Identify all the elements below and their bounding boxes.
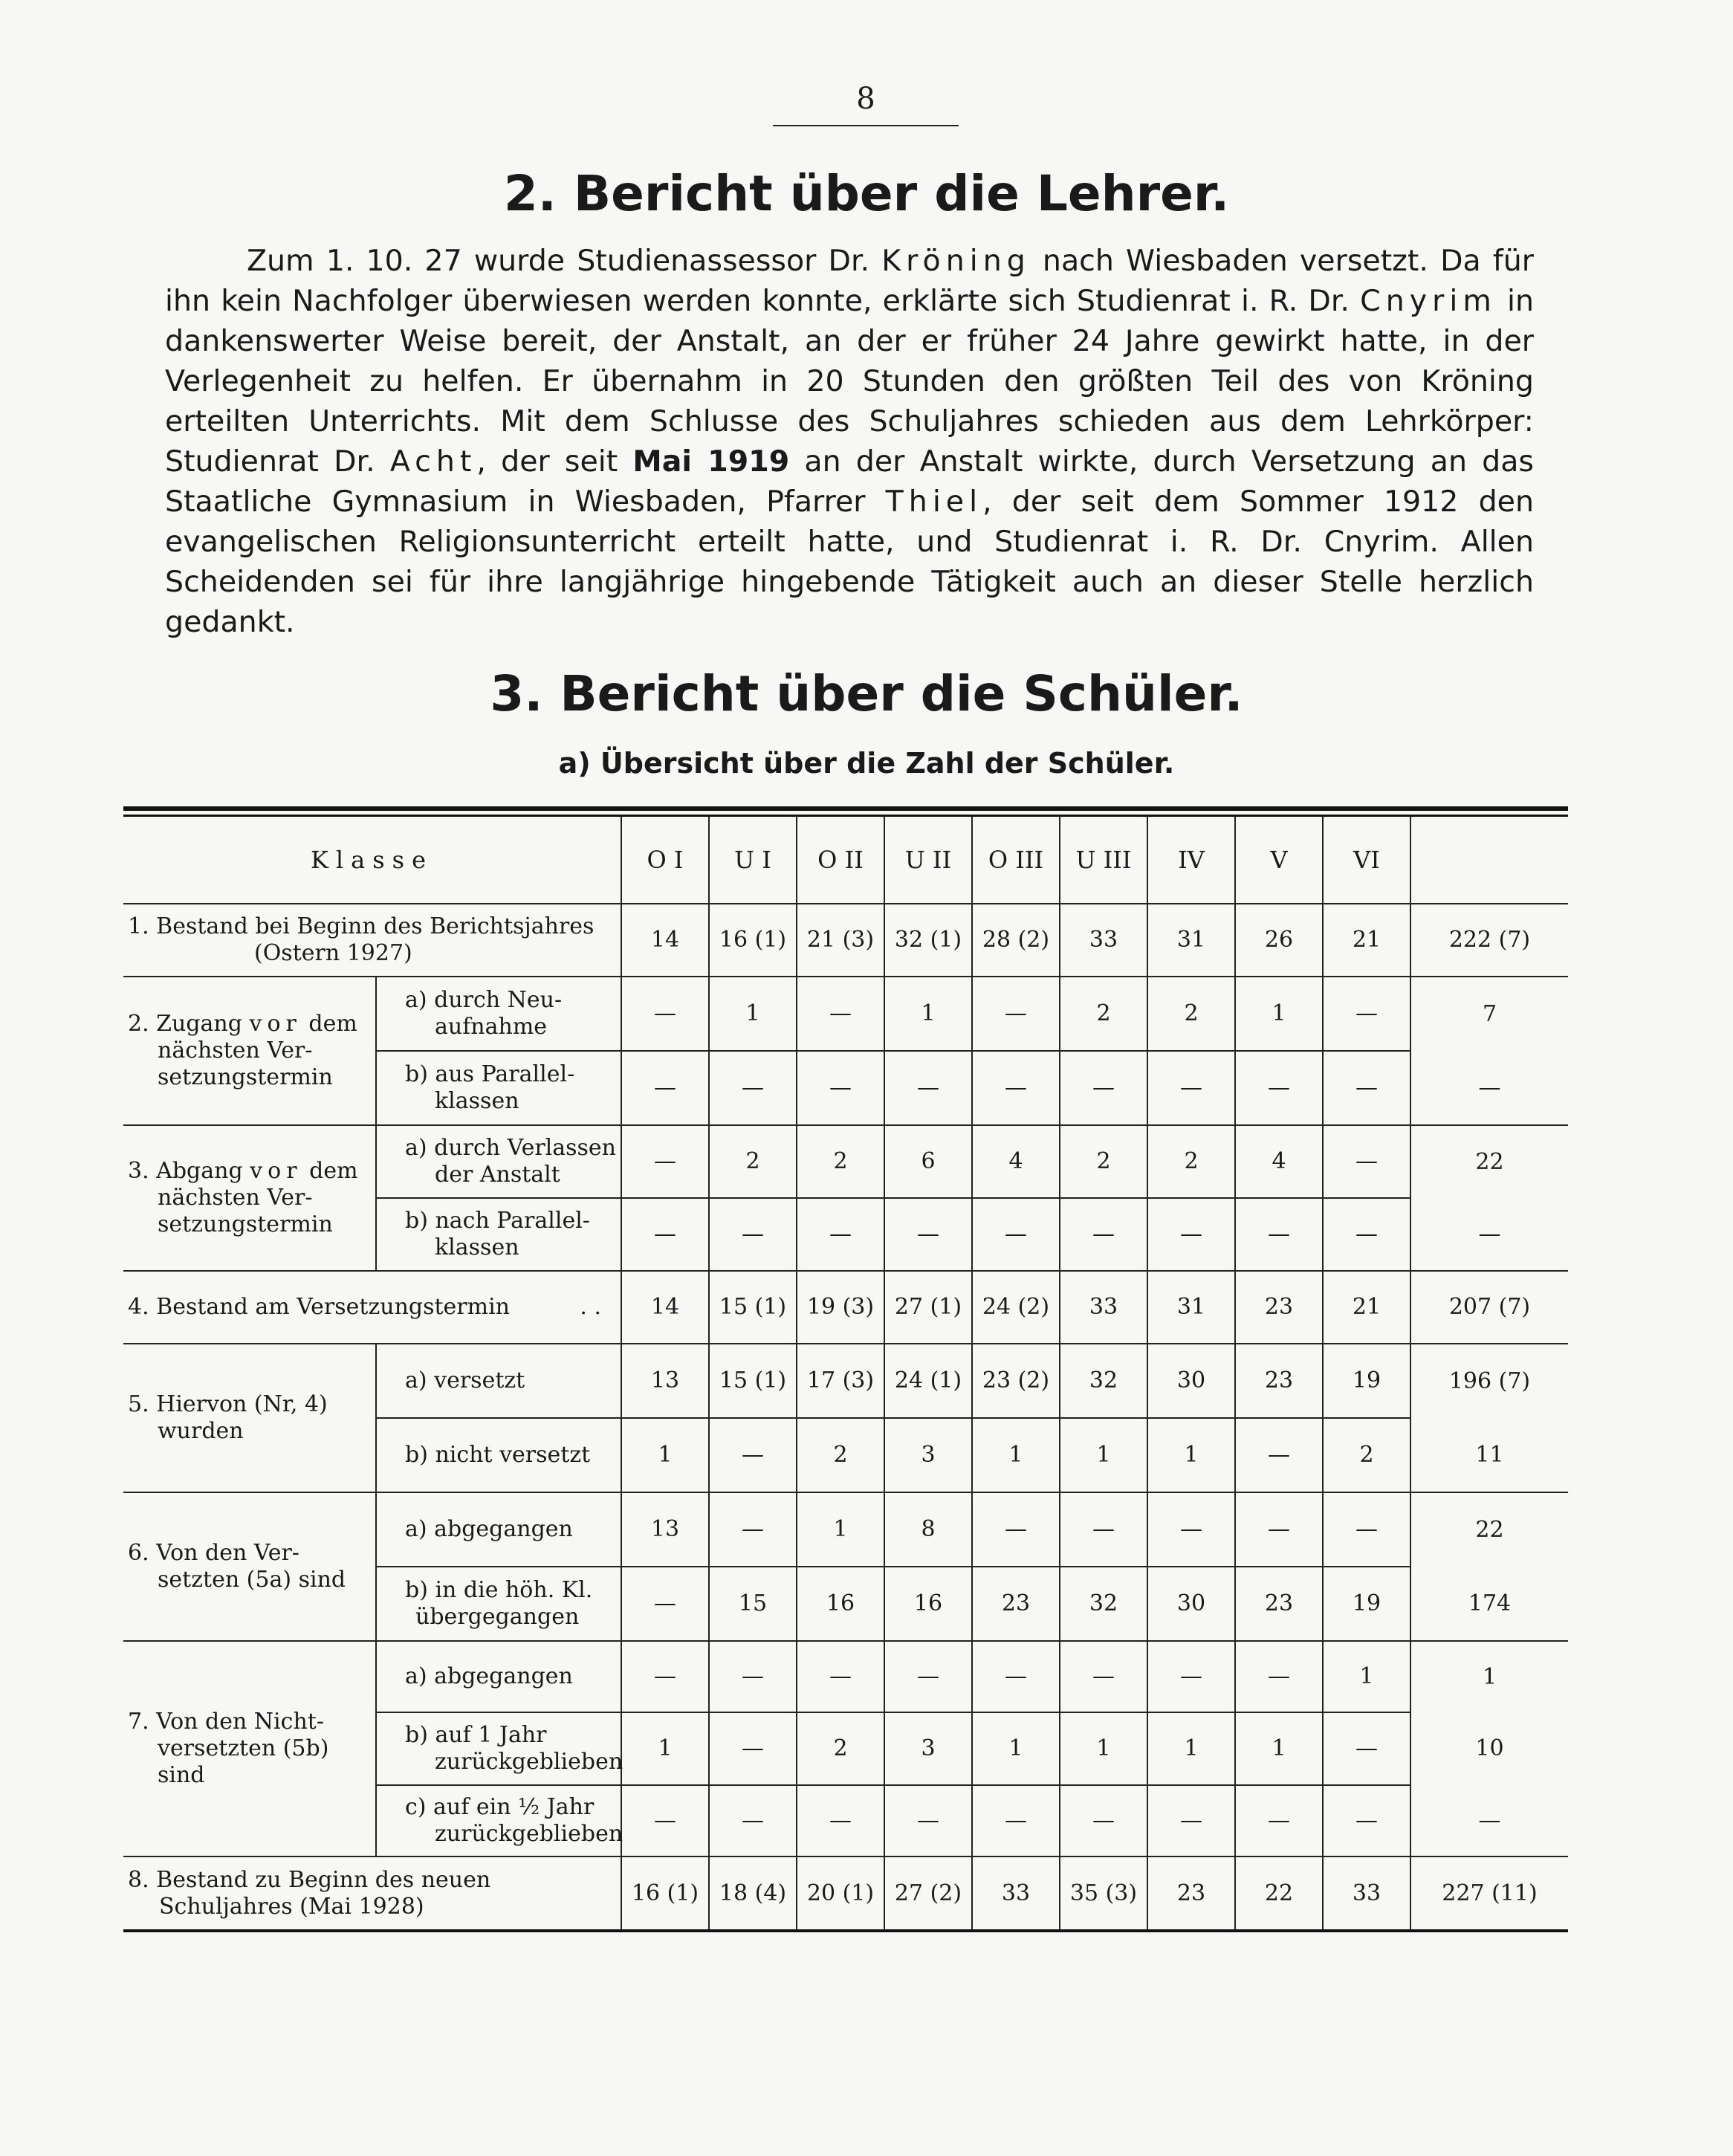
cell: 1 <box>972 1712 1060 1785</box>
cell: — <box>1060 1051 1147 1125</box>
cell: — <box>621 977 709 1051</box>
cell: — <box>709 1712 797 1785</box>
cell: 1 <box>972 1418 1060 1492</box>
cell-total: — <box>1410 1785 1568 1856</box>
cell: 15 <box>709 1567 797 1641</box>
sub-label <box>376 1785 621 1856</box>
row-label-line: setzten (5a) sind <box>158 1567 346 1593</box>
row-label-line: 1. Bestand bei Beginn des Berichtsjahres <box>128 913 595 939</box>
cell-total: 174 <box>1410 1567 1568 1641</box>
cell: 21 <box>1323 904 1410 977</box>
cell: 23 <box>972 1567 1060 1641</box>
row-label-line <box>128 1011 371 1037</box>
cell: — <box>1323 1785 1410 1856</box>
table-top-rule <box>123 806 1568 817</box>
row-label-line: nächsten Ver- <box>158 1185 313 1211</box>
cell: 31 <box>1147 904 1235 977</box>
row-label-line: 5. Hiervon (Nr, 4) <box>128 1391 328 1417</box>
cell: 28 (2) <box>972 904 1060 977</box>
sub-label-line: a) durch Neu- <box>405 987 563 1013</box>
cell: 23 <box>1235 1567 1323 1641</box>
page-number-rule <box>773 125 959 126</box>
cell: 2 <box>1147 977 1235 1051</box>
cell: — <box>1060 1198 1147 1271</box>
cell: 2 <box>709 1125 797 1198</box>
sub-label-line: c) auf ein ½ Jahr <box>405 1794 595 1820</box>
sub-label-line: b) in die höh. Kl. <box>405 1577 593 1603</box>
cell: 32 (1) <box>884 904 972 977</box>
table-row <box>123 1492 1568 1567</box>
cell: 1 <box>1060 1712 1147 1785</box>
cell: 23 <box>1147 1856 1235 1929</box>
sub-label: a) abgegangen <box>376 1641 621 1712</box>
cell: — <box>1323 1125 1410 1198</box>
cell: 23 <box>1235 1271 1323 1344</box>
cell: 2 <box>797 1418 884 1492</box>
cell: — <box>1235 1492 1323 1567</box>
cell: — <box>1147 1785 1235 1856</box>
section-title-lehrer: 2. Bericht über die Lehrer. <box>503 165 1230 222</box>
sub-label <box>376 1198 621 1271</box>
cell: — <box>797 1785 884 1856</box>
cell: 16 <box>797 1567 884 1641</box>
cell: — <box>1060 1492 1147 1567</box>
cell: — <box>972 1492 1060 1567</box>
row-label-line: wurden <box>158 1418 244 1444</box>
col-header: U I <box>709 817 797 904</box>
cell: — <box>709 1198 797 1271</box>
student-count-table <box>123 806 1568 1932</box>
cell-total: 196 (7) <box>1410 1344 1568 1418</box>
sub-label-line: zurückgeblieben <box>435 1749 623 1775</box>
row-label <box>123 1641 376 1856</box>
sub-label <box>376 1125 621 1198</box>
cell: 19 <box>1323 1344 1410 1418</box>
cell: — <box>1147 1641 1235 1712</box>
cell: — <box>1147 1198 1235 1271</box>
name-acht: Acht <box>389 444 477 479</box>
cell: 33 <box>972 1856 1060 1929</box>
table-row <box>123 1125 1568 1198</box>
cell: — <box>884 1785 972 1856</box>
cell: 30 <box>1147 1567 1235 1641</box>
sub-label-line: der Anstalt <box>435 1162 560 1188</box>
sub-label: b) nicht versetzt <box>376 1418 621 1492</box>
cell-total: 10 <box>1410 1712 1568 1785</box>
table-row <box>123 904 1568 977</box>
cell: — <box>1235 1198 1323 1271</box>
cell: — <box>1323 1198 1410 1271</box>
cell: 32 <box>1060 1344 1147 1418</box>
row-label <box>123 904 621 977</box>
cell: 31 <box>1147 1271 1235 1344</box>
name-kroening: Kröning <box>881 244 1031 278</box>
cell: 2 <box>1147 1125 1235 1198</box>
cell: 1 <box>709 977 797 1051</box>
col-header: O II <box>797 817 884 904</box>
col-header: O III <box>972 817 1060 904</box>
cell: 2 <box>1323 1418 1410 1492</box>
cell-total: 222 (7) <box>1410 904 1568 977</box>
cell: — <box>797 977 884 1051</box>
col-header: V <box>1235 817 1323 904</box>
cell: 4 <box>972 1125 1060 1198</box>
row-label-line: sind <box>158 1762 205 1788</box>
cell-total: 7 <box>1410 977 1568 1051</box>
cell: 1 <box>1060 1418 1147 1492</box>
row-label <box>123 1344 376 1492</box>
cell: 2 <box>1060 1125 1147 1198</box>
cell: — <box>709 1492 797 1567</box>
cell-total: 227 (11) <box>1410 1856 1568 1929</box>
text-part: vor <box>249 1011 302 1037</box>
cell: 13 <box>621 1344 709 1418</box>
row-label-line: setzungstermin <box>158 1064 333 1090</box>
row-label <box>123 1271 621 1344</box>
col-header: IV <box>1147 817 1235 904</box>
cell: — <box>621 1567 709 1641</box>
col-header: VI <box>1323 817 1410 904</box>
cell: 2 <box>797 1712 884 1785</box>
section-title-schueler: 3. Bericht über die Schüler. <box>490 665 1243 722</box>
cell: 21 (3) <box>797 904 884 977</box>
cell: 3 <box>884 1418 972 1492</box>
sub-label-line: klassen <box>435 1088 519 1114</box>
col-header: U III <box>1060 817 1147 904</box>
row-label <box>123 1492 376 1641</box>
table-row <box>123 1641 1568 1712</box>
row-label-line: 8. Bestand zu Beginn des neuen <box>128 1866 491 1893</box>
cell: — <box>621 1641 709 1712</box>
table-row <box>123 1856 1568 1929</box>
teachers-paragraph <box>165 241 1534 642</box>
cell: 8 <box>884 1492 972 1567</box>
cell: — <box>972 1641 1060 1712</box>
cell: 22 <box>1235 1856 1323 1929</box>
text-part: nach Wiesbaden versetzt. Da für ihn kein Nachfolger überwiesen werden konnte, erklärte sich Studienrat i. R. Dr. <box>165 244 1534 318</box>
date-1919: Mai 1919 <box>632 444 790 479</box>
cell: — <box>1323 977 1410 1051</box>
text-part: dem <box>308 1011 357 1037</box>
cell: — <box>709 1785 797 1856</box>
cell-total: 22 <box>1410 1125 1568 1198</box>
name-cnyrim: Cnyrim <box>1360 284 1497 318</box>
cell: 16 (1) <box>709 904 797 977</box>
cell: 13 <box>621 1492 709 1567</box>
cell: — <box>709 1641 797 1712</box>
row-label <box>123 977 376 1125</box>
cell: 35 (3) <box>1060 1856 1147 1929</box>
cell: — <box>1147 1051 1235 1125</box>
cell-total: — <box>1410 1051 1568 1125</box>
sub-label-line: zurückgeblieben <box>435 1821 623 1847</box>
cell: — <box>1235 1785 1323 1856</box>
leader-dots: . . <box>580 1294 601 1320</box>
cell-total: 1 <box>1410 1641 1568 1712</box>
text-part: vor <box>250 1158 302 1184</box>
klasse-header: Klasse <box>311 846 433 874</box>
row-label-line: 7. Von den Nicht- <box>128 1709 324 1735</box>
teachers-report <box>165 241 1534 642</box>
text-part: an der Anstalt wirkte, durch Versetzung an das Staatliche Gymnasium in Wiesbaden, Pfarrer <box>165 444 1535 519</box>
name-thiel: Thiel <box>885 485 983 519</box>
text-part: 3. Abgang <box>128 1158 243 1184</box>
cell: 19 (3) <box>797 1271 884 1344</box>
cell: 18 (4) <box>709 1856 797 1929</box>
cell: — <box>1147 1492 1235 1567</box>
cell: — <box>972 977 1060 1051</box>
sub-label-line: aufnahme <box>435 1014 548 1040</box>
sub-label-line: b) aus Parallel- <box>405 1061 575 1087</box>
col-header: U II <box>884 817 972 904</box>
cell-total: 22 <box>1410 1492 1568 1567</box>
cell: 6 <box>884 1125 972 1198</box>
cell: 2 <box>1060 977 1147 1051</box>
cell: 1 <box>1235 977 1323 1051</box>
table-bottom-rule <box>123 1929 1568 1932</box>
row-label <box>123 1125 376 1271</box>
cell: 1 <box>1147 1712 1235 1785</box>
cell: — <box>621 1785 709 1856</box>
cell: 32 <box>1060 1567 1147 1641</box>
sub-label-line: a) durch Verlassen <box>405 1135 617 1161</box>
cell: 24 (1) <box>884 1344 972 1418</box>
cell: 27 (2) <box>884 1856 972 1929</box>
col-header-total <box>1410 817 1568 904</box>
cell: 16 <box>884 1567 972 1641</box>
cell: 27 (1) <box>884 1271 972 1344</box>
row-label-line: nächsten Ver- <box>158 1037 313 1064</box>
cell: 21 <box>1323 1271 1410 1344</box>
col-header: O I <box>621 817 709 904</box>
text-part: 2. Zugang <box>128 1011 242 1037</box>
table-row <box>123 1271 1568 1344</box>
cell: — <box>972 1051 1060 1125</box>
cell: — <box>884 1641 972 1712</box>
sub-label-line: klassen <box>435 1234 519 1260</box>
cell: 33 <box>1060 904 1147 977</box>
cell: — <box>1323 1712 1410 1785</box>
sub-label <box>376 1051 621 1125</box>
cell: — <box>621 1125 709 1198</box>
sub-label <box>376 977 621 1051</box>
cell: — <box>972 1198 1060 1271</box>
cell: 19 <box>1323 1567 1410 1641</box>
cell: — <box>797 1198 884 1271</box>
cell: 33 <box>1323 1856 1410 1929</box>
text-part: , der seit dem Sommer 1912 den evangelischen Religionsunterricht erteilt hatte, und Studienrat i. R. Dr. Cnyrim. Allen Scheidenden sei für ihre langjährige hingebende Tätigkeit auch an dieser Stelle herzlich gedankt. <box>165 485 1534 639</box>
cell: — <box>709 1418 797 1492</box>
table-subtitle: a) Übersicht über die Zahl der Schüler. <box>558 747 1175 780</box>
cell: 23 <box>1235 1344 1323 1418</box>
cell: — <box>1235 1641 1323 1712</box>
sub-label-line: b) auf 1 Jahr <box>405 1722 547 1748</box>
cell-total: 207 (7) <box>1410 1271 1568 1344</box>
text-part: , der seit <box>476 444 633 479</box>
cell: 1 <box>1235 1712 1323 1785</box>
cell: 33 <box>1060 1271 1147 1344</box>
page-number: 8 <box>856 82 875 116</box>
cell: 16 (1) <box>621 1856 709 1929</box>
cell: 1 <box>621 1418 709 1492</box>
text-part: Zum 1. 10. 27 wurde Studienassessor Dr. <box>247 244 882 278</box>
text-part: 4. Bestand am Versetzungstermin <box>128 1294 510 1320</box>
cell: — <box>1235 1051 1323 1125</box>
cell: 26 <box>1235 904 1323 977</box>
row-label-line <box>128 1158 371 1185</box>
student-table <box>123 817 1568 1929</box>
sub-label: a) versetzt <box>376 1344 621 1418</box>
row-label-line: Schuljahres (Mai 1928) <box>159 1893 424 1920</box>
cell: — <box>1235 1418 1323 1492</box>
cell: — <box>1060 1785 1147 1856</box>
cell: — <box>1323 1051 1410 1125</box>
cell: 1 <box>884 977 972 1051</box>
cell: 23 (2) <box>972 1344 1060 1418</box>
cell: — <box>621 1051 709 1125</box>
text-part: dem <box>309 1158 358 1184</box>
cell: 30 <box>1147 1344 1235 1418</box>
table-header-row <box>123 817 1568 904</box>
text-part: in dankenswerter Weise bereit, der Anstalt, an der er früher 24 Jahre gewirkt hatte, in der Verlegenheit zu helfen. Er übernahm in 20 Stunden den größten Teil des von Kröning erteilten Unterrichts. Mit dem Schlusse des Schuljahres schieden aus dem Lehrkörper: Studienrat Dr. <box>165 284 1534 479</box>
cell-total: 11 <box>1410 1418 1568 1492</box>
sub-label <box>376 1712 621 1785</box>
row-label-line: 6. Von den Ver- <box>128 1540 299 1566</box>
sub-label: a) abgegangen <box>376 1492 621 1567</box>
cell: 1 <box>797 1492 884 1567</box>
cell: — <box>1060 1641 1147 1712</box>
cell: 20 (1) <box>797 1856 884 1929</box>
row-label-line: setzungstermin <box>158 1211 333 1237</box>
cell: 3 <box>884 1712 972 1785</box>
cell: 15 (1) <box>709 1271 797 1344</box>
table-row <box>123 1344 1568 1418</box>
sub-label <box>376 1567 621 1641</box>
cell-total: — <box>1410 1198 1568 1271</box>
sub-label-line: übergegangen <box>415 1604 580 1630</box>
row-label-line: (Ostern 1927) <box>254 940 412 966</box>
cell: 14 <box>621 904 709 977</box>
cell: 1 <box>1147 1418 1235 1492</box>
cell: 14 <box>621 1271 709 1344</box>
sub-label-line: b) nach Parallel- <box>405 1208 590 1234</box>
cell: — <box>884 1051 972 1125</box>
cell: — <box>884 1198 972 1271</box>
cell: — <box>797 1051 884 1125</box>
cell: 2 <box>797 1125 884 1198</box>
cell: — <box>621 1198 709 1271</box>
cell: 1 <box>621 1712 709 1785</box>
cell: — <box>972 1785 1060 1856</box>
table-row <box>123 977 1568 1051</box>
cell: 17 (3) <box>797 1344 884 1418</box>
row-label <box>123 1856 621 1929</box>
cell: 24 (2) <box>972 1271 1060 1344</box>
row-label-line: versetzten (5b) <box>158 1735 329 1761</box>
cell: 15 (1) <box>709 1344 797 1418</box>
cell: 1 <box>1323 1641 1410 1712</box>
cell: 4 <box>1235 1125 1323 1198</box>
cell: — <box>1323 1492 1410 1567</box>
cell: — <box>709 1051 797 1125</box>
cell: — <box>797 1641 884 1712</box>
